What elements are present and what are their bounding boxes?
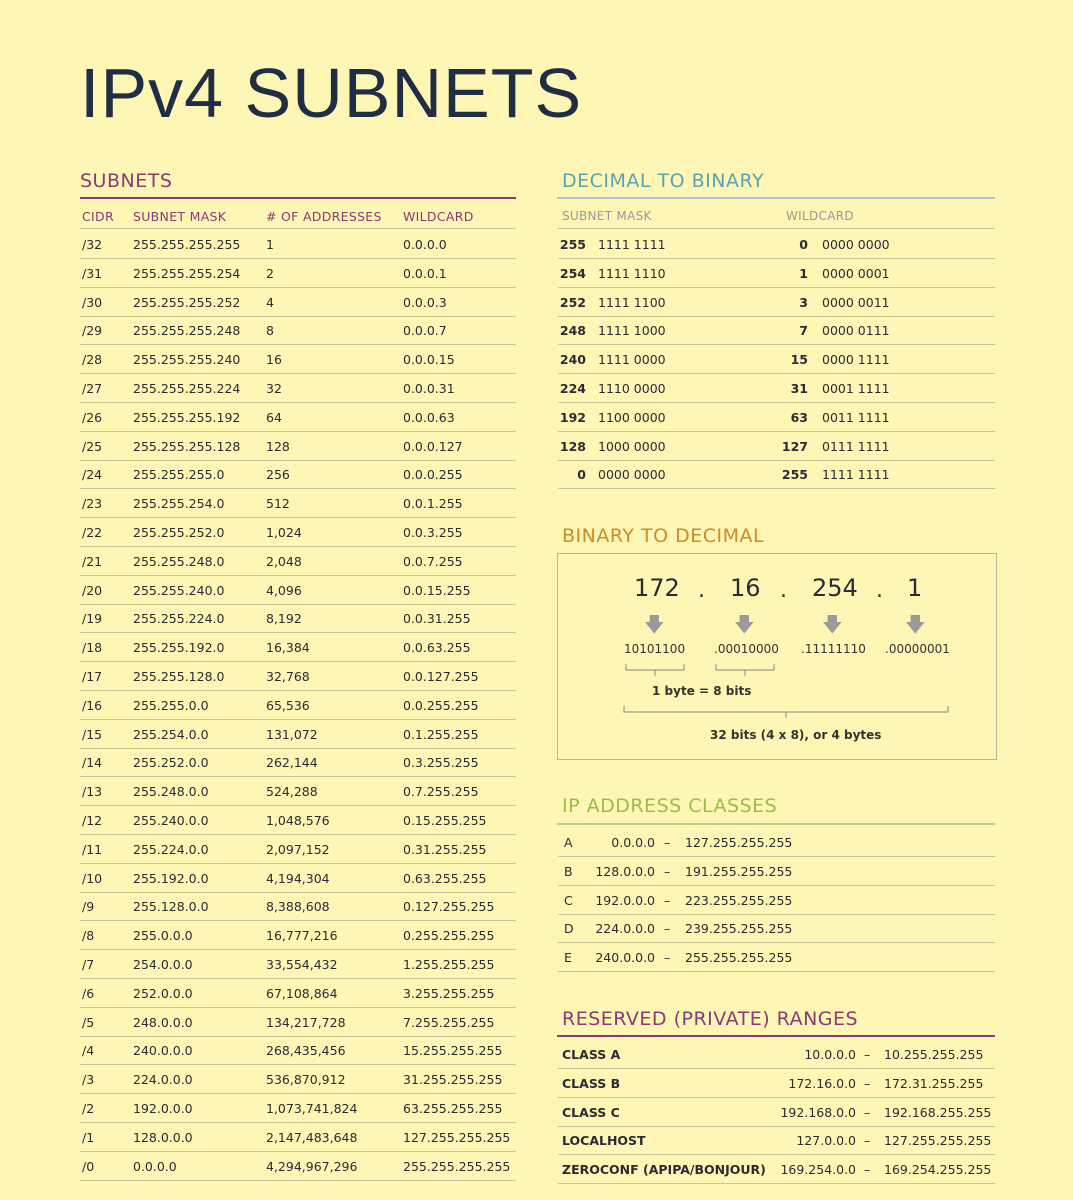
mask-cell: 255.255.252.0 <box>133 525 225 540</box>
mask-cell: 254.0.0.0 <box>133 957 193 972</box>
table-row <box>558 1125 995 1155</box>
addresses-cell: 32,768 <box>266 669 310 684</box>
subnets-title: SUBNETS <box>80 170 173 192</box>
table-row <box>558 315 995 345</box>
classes-rule <box>557 823 995 825</box>
class-start-cell: 224.0.0.0 <box>595 921 655 937</box>
table-row <box>80 690 516 720</box>
table-row <box>558 1097 995 1127</box>
cidr-cell: /15 <box>82 726 103 742</box>
table-row <box>80 603 516 633</box>
mask-cell: 255.128.0.0 <box>133 899 209 915</box>
wildcard-cell: 0.0.3.255 <box>403 525 463 540</box>
wildcard-cell: 0.63.255.255 <box>403 870 487 886</box>
mask-cell: 252.0.0.0 <box>133 985 193 1001</box>
mask-cell: 255.255.255.0 <box>133 467 225 483</box>
wildcard-cell: 0.0.0.127 <box>403 438 463 454</box>
cidr-cell: /2 <box>82 1101 95 1116</box>
mask-binary-cell: 1100 0000 <box>598 409 666 425</box>
mask-cell: 255.255.248.0 <box>133 553 225 569</box>
wildcard-binary-cell: 0000 0011 <box>822 294 890 310</box>
addresses-cell: 536,870,912 <box>266 1072 346 1088</box>
wildcard-cell: 0.7.255.255 <box>403 784 479 800</box>
cidr-cell: /26 <box>82 409 103 425</box>
table-row <box>558 229 995 259</box>
reserved-end-cell: 192.168.255.255 <box>884 1104 992 1120</box>
table-row <box>80 258 516 288</box>
wildcard-cell: 0.15.255.255 <box>403 813 487 828</box>
cidr-cell: /12 <box>82 813 103 828</box>
table-row <box>558 1154 995 1184</box>
addresses-cell: 67,108,864 <box>266 985 338 1001</box>
wildcard-cell: 0.3.255.255 <box>403 755 479 771</box>
wildcard-decimal-cell: 15 <box>790 352 808 368</box>
wildcard-binary-cell: 1111 1111 <box>822 467 890 483</box>
addresses-cell: 16 <box>266 352 282 368</box>
addresses-cell: 65,536 <box>266 697 310 713</box>
wildcard-decimal-cell: 63 <box>790 409 808 425</box>
table-row <box>80 661 516 691</box>
reserved-name-cell: CLASS A <box>562 1047 621 1062</box>
range-dash: – <box>864 1104 871 1120</box>
cidr-cell: /28 <box>82 352 103 368</box>
reserved-start-cell: 169.254.0.0 <box>780 1162 856 1178</box>
binary-octet-3: .11111110 <box>801 642 866 656</box>
table-row <box>80 805 516 835</box>
addresses-cell: 32 <box>266 381 282 396</box>
cidr-cell: /20 <box>82 582 103 598</box>
wildcard-cell: 0.0.0.3 <box>403 294 447 310</box>
cidr-cell: /7 <box>82 957 95 972</box>
binary-octet-4: .00000001 <box>885 642 950 656</box>
wildcard-cell: 0.127.255.255 <box>403 899 495 915</box>
bits-note: 32 bits (4 x 8), or 4 bytes <box>710 728 882 742</box>
reserved-start-cell: 192.168.0.0 <box>780 1104 856 1120</box>
reserved-name-cell: CLASS B <box>562 1075 621 1091</box>
wildcard-cell: 0.0.0.15 <box>403 352 455 368</box>
wildcard-decimal-cell: 255 <box>781 467 808 483</box>
addresses-cell: 1,048,576 <box>266 813 330 828</box>
table-row <box>80 287 516 317</box>
reserved-name-cell: CLASS C <box>562 1104 620 1120</box>
d2b-mask-header: SUBNET MASK <box>562 209 652 223</box>
wildcard-cell: 0.0.0.63 <box>403 409 455 425</box>
addresses-cell: 4,096 <box>266 582 302 598</box>
table-row <box>80 949 516 979</box>
reserved-title: RESERVED (PRIVATE) RANGES <box>562 1008 859 1030</box>
mask-decimal-cell: 254 <box>559 265 586 281</box>
range-dash: – <box>664 950 671 966</box>
table-row <box>80 863 516 893</box>
mask-cell: 224.0.0.0 <box>133 1072 193 1088</box>
mask-cell: 255.224.0.0 <box>133 841 209 857</box>
reserved-end-cell: 169.254.255.255 <box>884 1162 992 1178</box>
binary-octet-2: .00010000 <box>714 642 779 656</box>
wildcard-decimal-cell: 1 <box>799 265 808 281</box>
mask-decimal-cell: 128 <box>559 438 586 454</box>
wildcard-decimal-cell: 31 <box>790 381 808 396</box>
mask-binary-cell: 1111 1100 <box>598 294 666 310</box>
mask-cell: 255.255.255.248 <box>133 323 241 339</box>
binary-octet-1: 10101100 <box>624 642 686 656</box>
table-row <box>80 1093 516 1123</box>
reserved-end-cell: 172.31.255.255 <box>884 1075 984 1091</box>
addresses-cell: 4,194,304 <box>266 870 330 886</box>
d2b-rule <box>557 197 995 199</box>
table-row <box>558 344 995 374</box>
table-row <box>80 344 516 374</box>
addresses-cell: 2 <box>266 265 274 281</box>
mask-cell: 255.255.224.0 <box>133 611 225 627</box>
wildcard-cell: 3.255.255.255 <box>403 985 495 1001</box>
addresses-cell: 33,554,432 <box>266 957 338 972</box>
wildcard-cell: 0.0.1.255 <box>403 496 463 512</box>
wildcard-binary-cell: 0000 0111 <box>822 323 890 339</box>
class-letter-cell: B <box>564 863 573 879</box>
range-dash: – <box>664 835 671 850</box>
mask-cell: 255.255.255.192 <box>133 409 241 425</box>
addresses-cell: 1,024 <box>266 525 302 540</box>
mask-decimal-cell: 192 <box>559 409 586 425</box>
mask-decimal-cell: 0 <box>577 467 586 483</box>
mask-cell: 255.254.0.0 <box>133 726 209 742</box>
mask-decimal-cell: 248 <box>559 323 586 339</box>
wildcard-cell: 31.255.255.255 <box>403 1072 503 1088</box>
addresses-header: # OF ADDRESSES <box>266 209 382 224</box>
table-row <box>80 1007 516 1037</box>
class-end-cell: 255.255.255.255 <box>685 950 793 966</box>
classes-title: IP ADDRESS CLASSES <box>562 795 778 817</box>
table-row <box>80 431 516 461</box>
class-start-cell: 128.0.0.0 <box>595 863 655 879</box>
table-row <box>558 827 995 857</box>
range-dash: – <box>864 1162 871 1178</box>
range-dash: – <box>664 892 671 908</box>
reserved-name-cell: ZEROCONF (APIPA/BONJOUR) <box>562 1162 766 1178</box>
class-start-cell: 240.0.0.0 <box>595 950 655 966</box>
wildcard-cell: 0.0.0.7 <box>403 323 447 339</box>
cidr-cell: /22 <box>82 525 103 540</box>
addresses-cell: 4 <box>266 294 274 310</box>
mask-binary-cell: 1111 1111 <box>598 237 666 252</box>
octet-4: 1 <box>907 574 923 602</box>
reserved-rule <box>557 1035 995 1037</box>
table-row <box>80 1151 516 1181</box>
table-row <box>558 373 995 403</box>
wildcard-cell: 0.0.255.255 <box>403 697 479 713</box>
byte-note: 1 byte = 8 bits <box>652 684 752 698</box>
mask-binary-cell: 1111 0000 <box>598 352 666 368</box>
mask-decimal-cell: 255 <box>559 237 586 252</box>
addresses-cell: 2,097,152 <box>266 841 330 857</box>
table-row <box>80 229 516 259</box>
mask-cell: 255.192.0.0 <box>133 870 209 886</box>
mask-cell: 0.0.0.0 <box>133 1158 177 1174</box>
wildcard-cell: 0.0.127.255 <box>403 669 479 684</box>
addresses-cell: 1,073,741,824 <box>266 1101 358 1116</box>
table-row <box>558 913 995 943</box>
mask-cell: 255.255.255.252 <box>133 294 241 310</box>
addresses-cell: 64 <box>266 409 282 425</box>
table-row <box>80 920 516 950</box>
wildcard-cell: 0.0.0.255 <box>403 467 463 483</box>
d2b-title: DECIMAL TO BINARY <box>562 170 765 192</box>
reserved-end-cell: 10.255.255.255 <box>884 1047 984 1062</box>
wildcard-cell: 1.255.255.255 <box>403 957 495 972</box>
addresses-cell: 8,192 <box>266 611 302 627</box>
cidr-cell: /17 <box>82 669 103 684</box>
cidr-cell: /23 <box>82 496 103 512</box>
mask-binary-cell: 1110 0000 <box>598 381 666 396</box>
mask-decimal-cell: 252 <box>559 294 586 310</box>
b2d-box <box>557 553 997 760</box>
wildcard-cell: 0.0.7.255 <box>403 553 463 569</box>
mask-cell: 128.0.0.0 <box>133 1129 193 1145</box>
mask-cell: 255.255.192.0 <box>133 640 225 656</box>
octet-dot: . <box>876 578 883 603</box>
octet-1: 172 <box>634 574 680 602</box>
class-letter-cell: D <box>564 921 574 937</box>
table-row <box>558 287 995 317</box>
b2d-title: BINARY TO DECIMAL <box>562 525 765 547</box>
addresses-cell: 8,388,608 <box>266 899 330 915</box>
wildcard-cell: 0.0.0.0 <box>403 237 447 252</box>
reserved-start-cell: 127.0.0.0 <box>796 1133 856 1149</box>
reserved-start-cell: 10.0.0.0 <box>804 1047 856 1062</box>
table-row <box>558 459 995 489</box>
down-arrow-icon: 🡇 <box>644 612 665 636</box>
subnets-rule <box>80 197 516 199</box>
cidr-cell: /24 <box>82 467 103 483</box>
table-row <box>80 632 516 662</box>
wildcard-cell: 0.0.31.255 <box>403 611 471 627</box>
mask-cell: 255.255.255.240 <box>133 352 241 368</box>
table-row <box>80 402 516 432</box>
class-end-cell: 191.255.255.255 <box>685 863 793 879</box>
wildcard-cell: 0.31.255.255 <box>403 841 487 857</box>
table-row <box>80 1035 516 1065</box>
addresses-cell: 128 <box>266 438 290 454</box>
mask-cell: 255.255.240.0 <box>133 582 225 598</box>
cidr-cell: /6 <box>82 985 95 1001</box>
down-arrow-icon: 🡇 <box>905 612 926 636</box>
wildcard-decimal-cell: 0 <box>799 237 808 252</box>
addresses-cell: 524,288 <box>266 784 318 800</box>
page-title: IPv4 SUBNETS <box>80 54 583 132</box>
mask-cell: 255.255.255.255 <box>133 237 241 252</box>
table-row <box>558 1039 995 1069</box>
mask-decimal-cell: 224 <box>559 381 586 396</box>
table-row <box>80 1064 516 1094</box>
class-end-cell: 239.255.255.255 <box>685 921 793 937</box>
class-letter-cell: E <box>564 950 572 966</box>
cidr-cell: /3 <box>82 1072 95 1088</box>
reserved-end-cell: 127.255.255.255 <box>884 1133 992 1149</box>
wildcard-decimal-cell: 7 <box>799 323 808 339</box>
wildcard-binary-cell: 0001 1111 <box>822 381 890 396</box>
addresses-cell: 268,435,456 <box>266 1043 346 1059</box>
addresses-cell: 512 <box>266 496 290 512</box>
wildcard-cell: 0.1.255.255 <box>403 726 479 742</box>
down-arrow-icon: 🡇 <box>822 612 843 636</box>
class-letter-cell: A <box>564 835 573 850</box>
cidr-cell: /9 <box>82 899 95 915</box>
addresses-cell: 8 <box>266 323 274 339</box>
table-row <box>80 315 516 345</box>
range-dash: – <box>664 863 671 879</box>
cidr-cell: /21 <box>82 553 103 569</box>
table-row <box>558 1068 995 1098</box>
mask-cell: 255.248.0.0 <box>133 784 209 800</box>
cidr-cell: /8 <box>82 928 95 944</box>
table-row <box>80 719 516 749</box>
table-row <box>80 776 516 806</box>
wildcard-binary-cell: 0000 0000 <box>822 237 890 252</box>
mask-binary-cell: 1000 0000 <box>598 438 666 454</box>
cidr-cell: /16 <box>82 697 103 713</box>
wildcard-decimal-cell: 3 <box>799 294 808 310</box>
wildcard-binary-cell: 0111 1111 <box>822 438 890 454</box>
mask-cell: 255.255.255.128 <box>133 438 241 454</box>
addresses-cell: 2,048 <box>266 553 302 569</box>
table-row <box>80 891 516 921</box>
mask-cell: 255.252.0.0 <box>133 755 209 771</box>
table-row <box>558 402 995 432</box>
wildcard-cell: 0.255.255.255 <box>403 928 495 944</box>
mask-decimal-cell: 240 <box>559 352 586 368</box>
mask-cell: 192.0.0.0 <box>133 1101 193 1116</box>
table-row <box>558 856 995 886</box>
addresses-cell: 2,147,483,648 <box>266 1129 358 1145</box>
addresses-cell: 16,777,216 <box>266 928 338 944</box>
addresses-cell: 1 <box>266 237 274 252</box>
cidr-cell: /32 <box>82 237 103 252</box>
octet-dot: . <box>780 578 787 603</box>
mask-binary-cell: 1111 1000 <box>598 323 666 339</box>
wildcard-binary-cell: 0000 0001 <box>822 265 890 281</box>
octet-3: 254 <box>812 574 858 602</box>
table-row <box>558 431 995 461</box>
range-dash: – <box>864 1133 871 1149</box>
cidr-cell: /0 <box>82 1158 95 1174</box>
cidr-cell: /30 <box>82 294 103 310</box>
d2b-wildcard-header: WILDCARD <box>786 209 854 223</box>
wildcard-cell: 127.255.255.255 <box>403 1129 511 1145</box>
wildcard-cell: 0.0.0.1 <box>403 265 447 281</box>
table-row <box>80 546 516 576</box>
table-row <box>558 258 995 288</box>
cidr-cell: /14 <box>82 755 103 771</box>
mask-cell: 255.255.254.0 <box>133 496 225 512</box>
cidr-cell: /19 <box>82 611 103 627</box>
mask-binary-cell: 0000 0000 <box>598 467 666 483</box>
cidr-cell: /11 <box>82 841 103 857</box>
wildcard-cell: 255.255.255.255 <box>403 1158 511 1174</box>
range-dash: – <box>664 921 671 937</box>
cidr-cell: /31 <box>82 265 103 281</box>
mask-cell: 255.255.0.0 <box>133 697 209 713</box>
mask-binary-cell: 1111 1110 <box>598 265 666 281</box>
table-row <box>80 575 516 605</box>
wildcard-binary-cell: 0000 1111 <box>822 352 890 368</box>
cidr-cell: /4 <box>82 1043 95 1059</box>
addresses-cell: 4,294,967,296 <box>266 1158 358 1174</box>
down-arrow-icon: 🡇 <box>734 612 755 636</box>
cidr-cell: /27 <box>82 381 103 396</box>
wildcard-cell: 0.0.15.255 <box>403 582 471 598</box>
addresses-cell: 16,384 <box>266 640 310 656</box>
wildcard-header: WILDCARD <box>403 209 474 224</box>
table-row <box>80 517 516 547</box>
cidr-cell: /1 <box>82 1129 95 1145</box>
cidr-cell: /10 <box>82 870 103 886</box>
cidr-cell: /25 <box>82 438 103 454</box>
wildcard-decimal-cell: 127 <box>781 438 808 454</box>
cidr-cell: /29 <box>82 323 103 339</box>
wildcard-cell: 7.255.255.255 <box>403 1014 495 1030</box>
octet-2: 16 <box>730 574 761 602</box>
reserved-name-cell: LOCALHOST <box>562 1133 646 1149</box>
class-start-cell: 192.0.0.0 <box>595 892 655 908</box>
table-row <box>80 1122 516 1152</box>
wildcard-cell: 0.0.0.31 <box>403 381 455 396</box>
octet-dot: . <box>698 578 705 603</box>
mask-cell: 255.255.255.254 <box>133 265 241 281</box>
range-dash: – <box>864 1047 871 1062</box>
table-row <box>558 942 995 972</box>
table-row <box>80 373 516 403</box>
addresses-cell: 134,217,728 <box>266 1014 346 1030</box>
table-row <box>80 978 516 1008</box>
wildcard-cell: 15.255.255.255 <box>403 1043 503 1059</box>
range-dash: – <box>864 1075 871 1091</box>
cidr-header: CIDR <box>82 209 114 224</box>
table-row <box>80 459 516 489</box>
class-start-cell: 0.0.0.0 <box>611 835 655 850</box>
cidr-cell: /18 <box>82 640 103 656</box>
table-row <box>80 488 516 518</box>
mask-header: SUBNET MASK <box>133 209 227 224</box>
mask-cell: 248.0.0.0 <box>133 1014 193 1030</box>
mask-cell: 240.0.0.0 <box>133 1043 193 1059</box>
mask-cell: 255.240.0.0 <box>133 813 209 828</box>
addresses-cell: 256 <box>266 467 290 483</box>
wildcard-binary-cell: 0011 1111 <box>822 409 890 425</box>
addresses-cell: 262,144 <box>266 755 318 771</box>
reserved-start-cell: 172.16.0.0 <box>788 1075 856 1091</box>
table-row <box>80 834 516 864</box>
cidr-cell: /13 <box>82 784 103 800</box>
mask-cell: 255.255.128.0 <box>133 669 225 684</box>
wildcard-cell: 0.0.63.255 <box>403 640 471 656</box>
wildcard-cell: 63.255.255.255 <box>403 1101 503 1116</box>
cidr-cell: /5 <box>82 1014 95 1030</box>
class-letter-cell: C <box>564 892 573 908</box>
mask-cell: 255.255.255.224 <box>133 381 241 396</box>
class-end-cell: 223.255.255.255 <box>685 892 793 908</box>
table-row <box>80 747 516 777</box>
class-end-cell: 127.255.255.255 <box>685 835 793 850</box>
table-row <box>558 885 995 915</box>
addresses-cell: 131,072 <box>266 726 318 742</box>
mask-cell: 255.0.0.0 <box>133 928 193 944</box>
